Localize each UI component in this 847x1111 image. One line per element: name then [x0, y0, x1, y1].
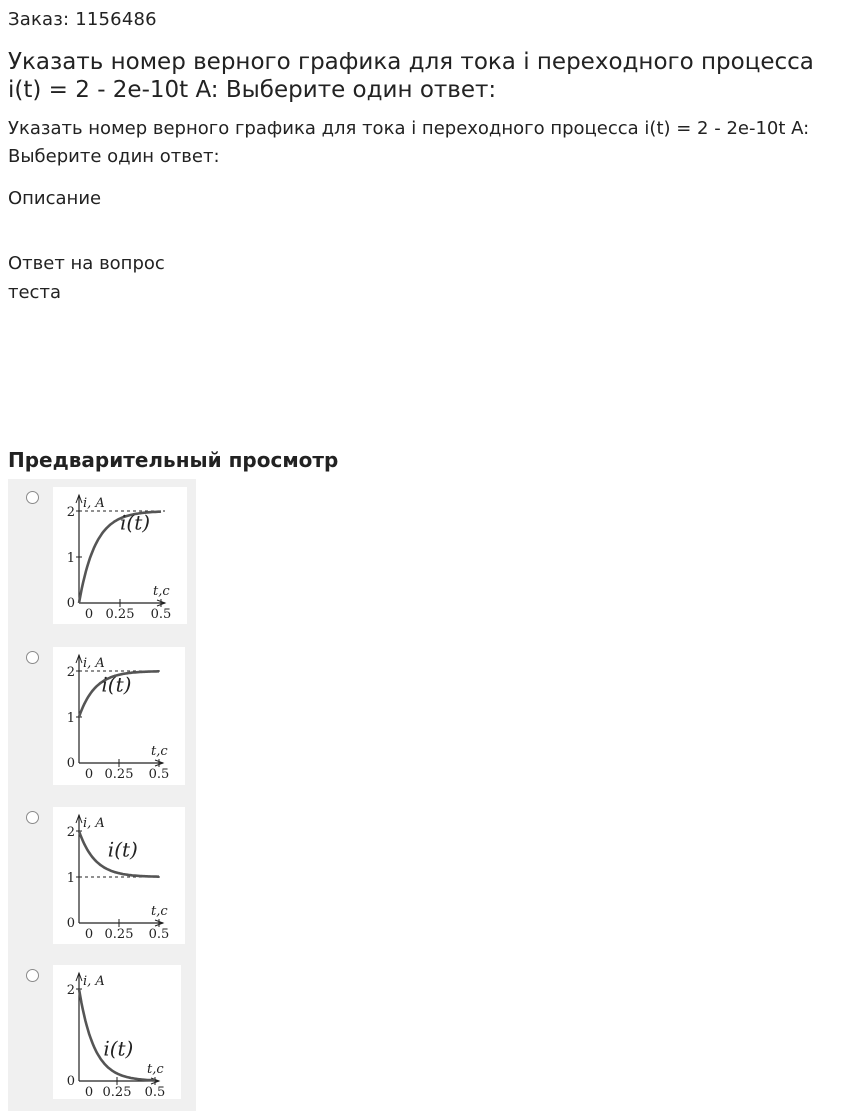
x-tick-label: 0.25	[104, 767, 134, 782]
question-text: Указать номер верного графика для тока i переходного процесса i(t) = 2 - 2e-10t A: Выберите один ответ:	[8, 118, 810, 167]
option-graph-2	[53, 647, 185, 785]
x-tick-label: 0	[84, 927, 94, 942]
option-radio-1[interactable]	[26, 491, 39, 504]
y-tick-label: 1	[66, 871, 75, 886]
y-tick-label: 2	[66, 505, 75, 520]
order-number: Заказ: 1156486	[8, 9, 157, 30]
x-axis-title: t,c	[151, 744, 168, 759]
y-tick-label: 2	[66, 665, 75, 680]
question-title: Указать номер верного графика для тока i переходного процесса i(t) = 2 - 2e-10t A: Выберите один ответ:	[8, 49, 814, 103]
description-label: Описание	[8, 188, 102, 209]
curve-label: i(t)	[120, 510, 151, 535]
graph-svg-2	[53, 647, 185, 785]
y-tick-label: 2	[66, 983, 75, 998]
option-radio-4[interactable]	[26, 969, 39, 982]
curve-label: i(t)	[103, 1036, 134, 1061]
x-axis-title: t,c	[153, 584, 170, 599]
y-axis-title: i, A	[83, 656, 105, 671]
x-tick-label: 0	[84, 767, 94, 782]
answer-label: Ответ на вопрос теста	[8, 253, 165, 303]
x-axis-title: t,c	[151, 904, 168, 919]
graph-svg-4	[53, 965, 181, 1099]
curve-label: i(t)	[107, 837, 138, 862]
option-graph-4	[53, 965, 181, 1099]
current-curve	[79, 989, 155, 1080]
preview-heading: Предварительный просмотр	[8, 448, 339, 472]
option-radio-3[interactable]	[26, 811, 39, 824]
x-tick-label: 0.25	[105, 607, 135, 622]
option-graph-3	[53, 807, 185, 944]
x-tick-label: 0.5	[148, 927, 170, 942]
x-tick-label: 0.5	[150, 607, 172, 622]
x-tick-label: 0	[84, 607, 94, 622]
x-axis-title: t,c	[147, 1062, 164, 1077]
y-tick-label: 2	[66, 825, 75, 840]
y-axis-title: i, A	[83, 974, 105, 989]
x-tick-label: 0.25	[104, 927, 134, 942]
curve-label: i(t)	[101, 672, 132, 697]
y-axis-title: i, A	[83, 816, 105, 831]
y-tick-label: 1	[66, 551, 75, 566]
graph-svg-3	[53, 807, 185, 944]
y-tick-label: 0	[66, 596, 75, 611]
y-tick-label: 1	[66, 711, 75, 726]
y-axis-title: i, A	[83, 496, 105, 511]
y-tick-label: 0	[66, 1074, 75, 1089]
y-tick-label: 0	[66, 756, 75, 771]
y-tick-label: 0	[66, 916, 75, 931]
option-graph-1	[53, 487, 187, 624]
x-tick-label: 0.25	[102, 1085, 132, 1099]
x-tick-label: 0.5	[144, 1085, 166, 1099]
x-tick-label: 0	[84, 1085, 94, 1099]
x-tick-label: 0.5	[148, 767, 170, 782]
answer-options-panel	[8, 479, 196, 1111]
option-radio-2[interactable]	[26, 651, 39, 664]
graph-svg-1	[53, 487, 187, 624]
